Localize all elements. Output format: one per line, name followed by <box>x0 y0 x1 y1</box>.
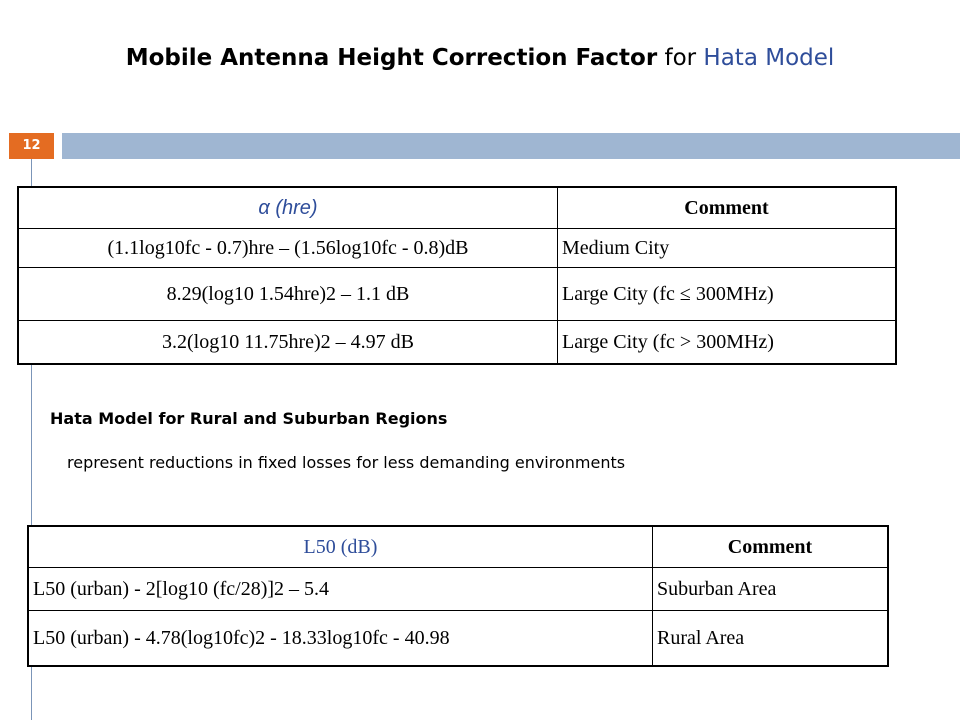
section-heading: Hata Model for Rural and Suburban Regions <box>50 409 448 428</box>
table1-comment-2: Large City (fc ≤ 300MHz) <box>558 268 897 321</box>
header-bar <box>62 133 960 159</box>
table2-header-formula: L50 (dB) <box>28 526 653 568</box>
table1-comment-3: Large City (fc > 300MHz) <box>558 321 897 365</box>
slide-number: 12 <box>9 133 54 159</box>
table-row <box>18 268 896 321</box>
table1-comment-1: Medium City <box>558 229 897 268</box>
table2-comment-2: Rural Area <box>653 611 889 667</box>
slide-title <box>40 40 920 76</box>
table1-header-formula-text: α (hre) <box>258 196 318 219</box>
section-description: represent reductions in fixed losses for less demanding environments <box>67 453 626 472</box>
table1-formula-1: (1.1log10fc - 0.7)hre – (1.56log10fc - 0.8)dB <box>18 229 558 268</box>
table1-formula-2: 8.29(log10 1.54hre)2 – 1.1 dB <box>18 268 558 321</box>
title-bold: Mobile Antenna Height Correction Factor <box>125 45 658 71</box>
title-accent: Hata Model <box>703 45 835 71</box>
table-row <box>18 229 896 268</box>
table1-header-formula <box>18 187 558 229</box>
rural-suburban-table <box>27 525 889 667</box>
table1-formula-3: 3.2(log10 11.75hre)2 – 4.97 dB <box>18 321 558 365</box>
table1-header-comment: Comment <box>558 187 897 229</box>
table2-formula-2: L50 (urban) - 4.78(log10fc)2 - 18.33log10fc - 40.98 <box>28 611 653 667</box>
table-row <box>28 611 888 667</box>
title-for: for <box>664 45 697 71</box>
table-row <box>18 321 896 365</box>
correction-factor-table <box>17 186 897 365</box>
table2-formula-1: L50 (urban) - 2[log10 (fc/28)]2 – 5.4 <box>28 568 653 611</box>
table2-comment-1: Suburban Area <box>653 568 889 611</box>
table2-header-comment: Comment <box>653 526 889 568</box>
table-row <box>28 568 888 611</box>
